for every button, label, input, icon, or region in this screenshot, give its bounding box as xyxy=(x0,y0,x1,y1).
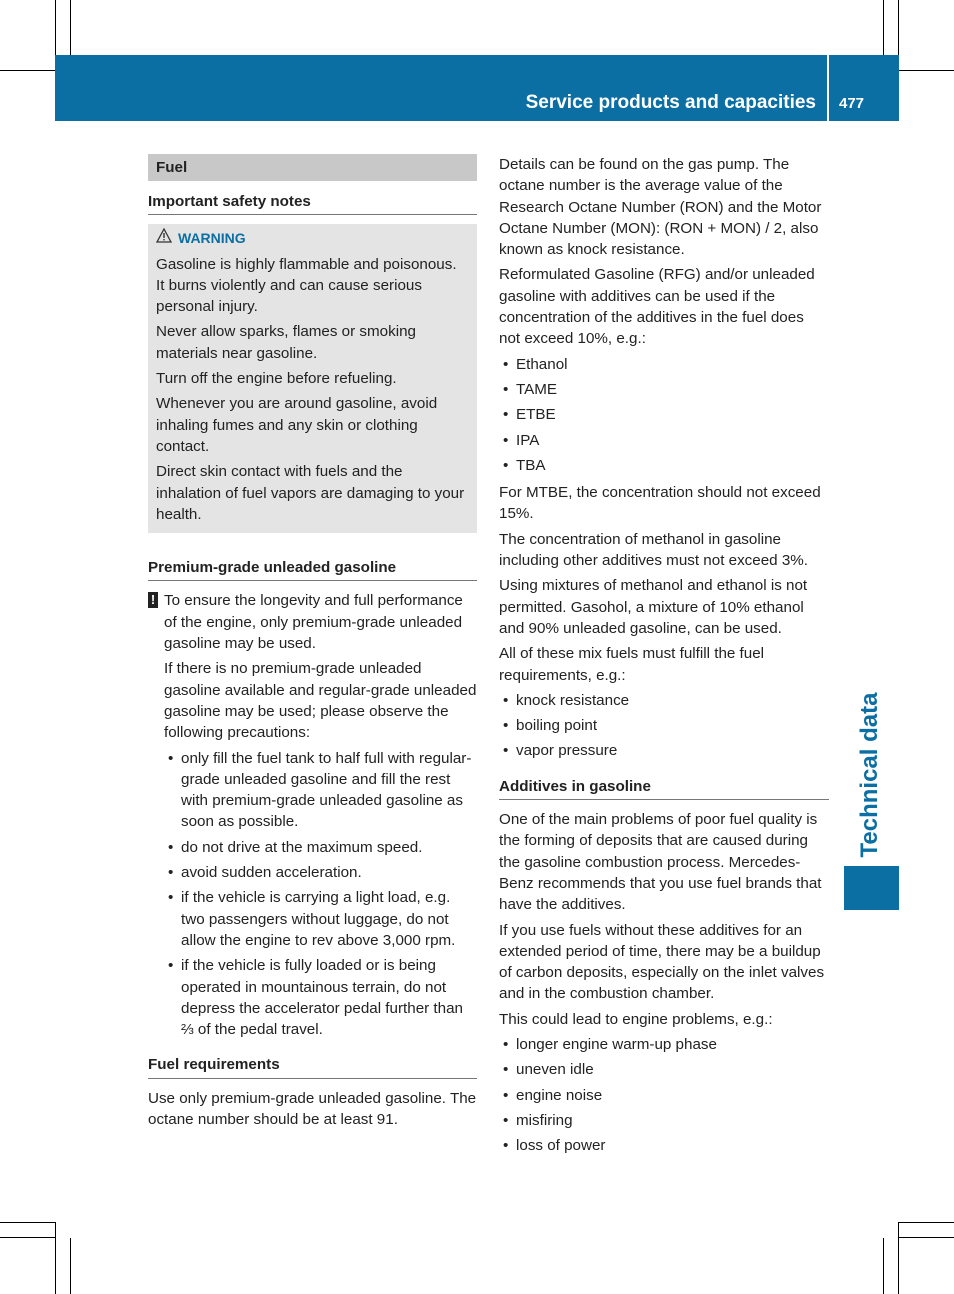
requirements-text: Use only premium-grade unleaded gasoline. The octane number should be at least 91. xyxy=(148,1089,477,1128)
list-item: • misfiring xyxy=(499,1110,829,1131)
crop-mark xyxy=(898,0,899,55)
crop-mark xyxy=(55,0,56,55)
exclamation-icon: ! xyxy=(148,592,158,608)
list-item: • knock resistance xyxy=(499,690,829,711)
warning-paragraph: Whenever you are around gasoline, avoid inhaling fumes and any skin or clothing contact. xyxy=(156,395,438,455)
warning-paragraph: Never allow sparks, flames or smoking materials near gasoline. xyxy=(156,323,416,362)
crop-mark xyxy=(883,0,884,55)
precautions-list xyxy=(164,748,477,1041)
list-item: • engine noise xyxy=(499,1085,829,1106)
page-title: Service products and capacities xyxy=(525,92,816,113)
body-paragraph: Details can be found on the gas pump. The octane number is the average value of the Research Octane Number (RON) and the Motor Octane Number (MON): (RON + MON) / 2, also known as knock resistance. xyxy=(499,156,822,259)
body-paragraph: The concentration of methanol in gasoline including other additives must not exceed 3%. xyxy=(499,530,808,570)
list-item: • boiling point xyxy=(499,715,829,736)
body-paragraph: One of the main problems of poor fuel quality is the forming of deposits that are caused during the gasoline combustion process. Mercedes-Benz recommends that you use fuel brands that have the additives. xyxy=(499,811,822,914)
body-paragraph: This could lead to engine problems, e.g.: xyxy=(499,1010,773,1028)
right-column xyxy=(499,154,829,1162)
list-item: • vapor pressure xyxy=(499,740,829,761)
list-item: • IPA xyxy=(499,430,829,451)
crop-mark xyxy=(0,70,55,71)
crop-mark xyxy=(899,70,954,71)
crop-mark xyxy=(899,1222,954,1223)
crop-mark xyxy=(0,1222,55,1223)
safety-heading: Important safety notes xyxy=(148,191,477,215)
notice-block xyxy=(148,590,477,1040)
list-item: • if the vehicle is fully loaded or is being operated in mountainous terrain, do not depress the accelerator pedal further than ⅔ of the pedal travel. xyxy=(164,955,477,1040)
additives-list xyxy=(499,354,829,476)
list-item: • TBA xyxy=(499,455,829,476)
additives-heading: Additives in gasoline xyxy=(499,776,829,800)
side-tab-label: Technical data xyxy=(856,692,883,858)
warning-box xyxy=(148,224,477,533)
notice-paragraph: To ensure the longevity and full performance of the engine, only premium-grade unleaded gasoline may be used. xyxy=(164,592,463,653)
warning-header xyxy=(156,228,469,249)
body-paragraph: Using mixtures of methanol and ethanol is not permitted. Gasohol, a mixture of 10% ethanol and 90% unleaded gasoline, can be used. xyxy=(499,577,808,637)
left-column xyxy=(148,154,477,1134)
requirements-heading: Fuel requirements xyxy=(148,1054,477,1078)
warning-paragraph: Direct skin contact with fuels and the inhalation of fuel vapors are damaging to your health. xyxy=(156,463,465,523)
side-tab-marker xyxy=(844,866,899,910)
body-paragraph: For MTBE, the concentration should not exceed 15%. xyxy=(499,484,821,523)
crop-mark xyxy=(899,1237,954,1238)
warning-paragraph: Turn off the engine before refueling. xyxy=(156,370,397,388)
list-item: • TAME xyxy=(499,379,829,400)
section-band: Fuel xyxy=(148,154,477,181)
body-paragraph: All of these mix fuels must fulfill the fuel requirements, e.g.: xyxy=(499,645,765,684)
list-item: • if the vehicle is carrying a light load, e.g. two passengers without luggage, do not allow the engine to rev above 3,000 rpm. xyxy=(164,887,477,951)
crop-mark xyxy=(0,1237,55,1238)
crop-mark xyxy=(898,1222,899,1294)
list-item: • longer engine warm-up phase xyxy=(499,1034,829,1055)
list-item: • ETBE xyxy=(499,404,829,425)
list-item: • do not drive at the maximum speed. xyxy=(164,837,477,858)
crop-mark xyxy=(70,0,71,55)
list-item: • uneven idle xyxy=(499,1059,829,1080)
body-paragraph: If you use fuels without these additives for an extended period of time, there may be a buildup of carbon deposits, especially on the inlet valves and in the combustion chamber. xyxy=(499,921,825,1003)
list-item: • loss of power xyxy=(499,1135,829,1156)
body-paragraph: Reformulated Gasoline (RFG) and/or unleaded gasoline with additives can be used if the concentration of the additives in the fuel does not exceed 10%, e.g.: xyxy=(499,266,815,348)
requirements-list xyxy=(499,690,829,762)
warning-paragraph: Gasoline is highly flammable and poisonous. It burns violently and can cause serious personal injury. xyxy=(156,255,457,316)
premium-heading: Premium-grade unleaded gasoline xyxy=(148,557,477,581)
notice-paragraph: If there is no premium-grade unleaded gasoline available and regular-grade unleaded gasoline may be used; please observe the following precautions: xyxy=(164,660,477,742)
warning-title: WARNING xyxy=(178,230,246,247)
header-divider xyxy=(827,55,829,121)
crop-mark xyxy=(70,1238,71,1294)
crop-mark xyxy=(883,1238,884,1294)
list-item: • Ethanol xyxy=(499,354,829,375)
page-number: 477 xyxy=(839,95,865,112)
list-item: • avoid sudden acceleration. xyxy=(164,862,477,883)
crop-mark xyxy=(55,1222,56,1294)
problems-list xyxy=(499,1034,829,1156)
list-item: • only fill the fuel tank to half full with regular-grade unleaded gasoline and fill the rest with premium-grade unleaded gasoline as soon as possible. xyxy=(164,748,477,833)
warning-triangle-icon xyxy=(156,228,178,249)
